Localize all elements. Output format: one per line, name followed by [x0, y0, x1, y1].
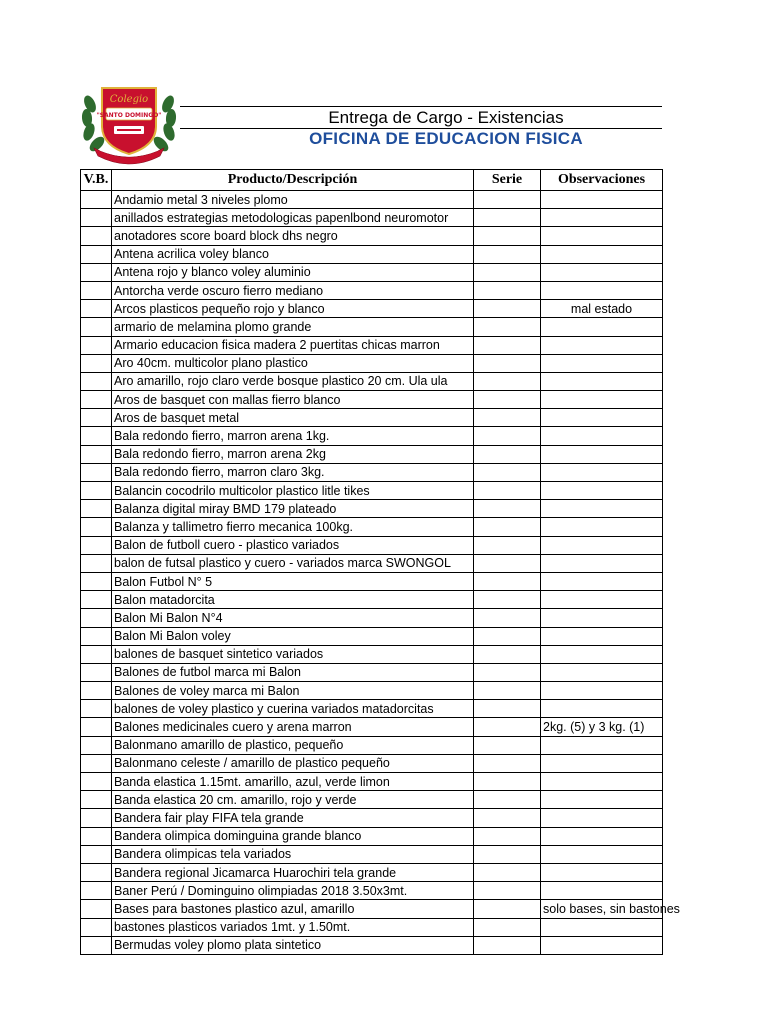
cell-vb: [81, 427, 112, 445]
cell-producto: Bala redondo fierro, marron arena 1kg.: [112, 427, 474, 445]
cell-observaciones: [541, 827, 663, 845]
page-title: Entrega de Cargo - Existencias: [328, 108, 564, 127]
cell-vb: [81, 554, 112, 572]
cell-serie: [474, 682, 541, 700]
cell-observaciones: [541, 572, 663, 590]
cell-serie: [474, 263, 541, 281]
cell-serie: [474, 191, 541, 209]
cell-vb: [81, 845, 112, 863]
cell-serie: [474, 372, 541, 390]
cell-producto: Balon Mi Balon N°4: [112, 609, 474, 627]
cell-serie: [474, 281, 541, 299]
cell-serie: [474, 936, 541, 954]
cell-producto: Balanza digital miray BMD 179 plateado: [112, 500, 474, 518]
cell-producto: anotadores score board block dhs negro: [112, 227, 474, 245]
cell-vb: [81, 718, 112, 736]
cell-vb: [81, 209, 112, 227]
cell-observaciones: [541, 882, 663, 900]
cell-producto: Balon de futboll cuero - plastico variados: [112, 536, 474, 554]
table-row: [81, 700, 663, 718]
cell-vb: [81, 773, 112, 791]
cell-serie: [474, 791, 541, 809]
cell-vb: [81, 409, 112, 427]
cell-serie: [474, 518, 541, 536]
cell-vb: [81, 245, 112, 263]
logo-text-name: "SANTO DOMINGO": [96, 112, 162, 119]
cell-vb: [81, 300, 112, 318]
cell-observaciones: [541, 754, 663, 772]
cell-observaciones: [541, 609, 663, 627]
cell-observaciones: mal estado: [541, 300, 663, 318]
cell-vb: [81, 227, 112, 245]
cell-serie: [474, 318, 541, 336]
column-header-observaciones: Observaciones: [541, 170, 663, 191]
cell-serie: [474, 500, 541, 518]
cell-observaciones: [541, 191, 663, 209]
table-row: [81, 754, 663, 772]
cell-vb: [81, 354, 112, 372]
cell-vb: [81, 572, 112, 590]
cell-serie: [474, 572, 541, 590]
table-row: [81, 663, 663, 681]
cell-vb: [81, 336, 112, 354]
cell-vb: [81, 463, 112, 481]
cell-observaciones: [541, 445, 663, 463]
table-row: [81, 482, 663, 500]
cell-serie: [474, 845, 541, 863]
cell-serie: [474, 863, 541, 881]
cell-vb: [81, 191, 112, 209]
table-row: [81, 845, 663, 863]
cell-vb: [81, 936, 112, 954]
table-row: [81, 718, 663, 736]
cell-serie: [474, 354, 541, 372]
table-body: [81, 191, 680, 955]
table-row: [81, 518, 663, 536]
cell-observaciones: [541, 645, 663, 663]
cell-producto: Baner Perú / Dominguino olimpiadas 2018 3.50x3mt.: [112, 882, 474, 900]
table-row: [81, 227, 663, 245]
cell-producto: Bandera fair play FIFA tela grande: [112, 809, 474, 827]
cell-producto: Banda elastica 20 cm. amarillo, rojo y verde: [112, 791, 474, 809]
cell-serie: [474, 336, 541, 354]
table-row: [81, 609, 663, 627]
cell-observaciones: [541, 318, 663, 336]
cell-observaciones: [541, 263, 663, 281]
cell-serie: [474, 718, 541, 736]
cell-observaciones: [541, 427, 663, 445]
table-row: [81, 500, 663, 518]
cell-vb: [81, 791, 112, 809]
table-row: [81, 427, 663, 445]
cell-observaciones: [541, 591, 663, 609]
cell-serie: [474, 627, 541, 645]
cell-observaciones: [541, 463, 663, 481]
cell-observaciones: [541, 936, 663, 954]
cell-observaciones: [541, 391, 663, 409]
cell-observaciones: [541, 372, 663, 390]
table-row: [81, 463, 663, 481]
cell-serie: [474, 663, 541, 681]
cell-vb: [81, 809, 112, 827]
cell-serie: [474, 645, 541, 663]
table-row: [81, 627, 663, 645]
cell-serie: [474, 882, 541, 900]
table-row: [81, 863, 663, 881]
cell-serie: [474, 391, 541, 409]
table-row: [81, 300, 663, 318]
cell-producto: balon de futsal plastico y cuero - variados marca SWONGOL: [112, 554, 474, 572]
cell-producto: Aros de basquet con mallas fierro blanco: [112, 391, 474, 409]
table-row: [81, 209, 663, 227]
cell-observaciones: [541, 536, 663, 554]
cell-producto: Balancin cocodrilo multicolor plastico litle tikes: [112, 482, 474, 500]
cell-producto: Balon matadorcita: [112, 591, 474, 609]
cell-vb: [81, 263, 112, 281]
cell-observaciones: [541, 482, 663, 500]
cell-producto: Balanza y tallimetro fierro mecanica 100kg.: [112, 518, 474, 536]
table-row: [81, 245, 663, 263]
cell-vb: [81, 500, 112, 518]
cell-serie: [474, 609, 541, 627]
cell-producto: Bala redondo fierro, marron claro 3kg.: [112, 463, 474, 481]
cell-vb: [81, 482, 112, 500]
cell-producto: Andamio metal 3 niveles plomo: [112, 191, 474, 209]
cell-observaciones: [541, 554, 663, 572]
cell-vb: [81, 391, 112, 409]
cell-producto: Balon Mi Balon voley: [112, 627, 474, 645]
table-row: [81, 445, 663, 463]
cell-serie: [474, 227, 541, 245]
cell-vb: [81, 281, 112, 299]
cell-vb: [81, 372, 112, 390]
logo-text-top: Colegio: [109, 94, 149, 105]
title-divider-top: [180, 106, 662, 107]
cell-vb: [81, 736, 112, 754]
table-row: [81, 191, 663, 209]
cell-vb: [81, 827, 112, 845]
table-row: [81, 591, 663, 609]
table-row: [81, 936, 663, 954]
cell-serie: [474, 445, 541, 463]
table-row: [81, 554, 663, 572]
cell-vb: [81, 682, 112, 700]
column-header-serie: Serie: [474, 170, 541, 191]
cell-producto: Balones de voley marca mi Balon: [112, 682, 474, 700]
cell-producto: Bala redondo fierro, marron arena 2kg: [112, 445, 474, 463]
cell-observaciones: [541, 773, 663, 791]
cell-observaciones: [541, 409, 663, 427]
cell-vb: [81, 754, 112, 772]
cell-vb: [81, 627, 112, 645]
cell-vb: [81, 863, 112, 881]
cell-producto: Arcos plasticos pequeño rojo y blanco: [112, 300, 474, 318]
cell-producto: Aros de basquet metal: [112, 409, 474, 427]
cell-observaciones: [541, 663, 663, 681]
cell-observaciones: [541, 500, 663, 518]
cell-producto: Bermudas voley plomo plata sintetico: [112, 936, 474, 954]
cell-producto: Armario educacion fisica madera 2 puertitas chicas marron: [112, 336, 474, 354]
table-row: [81, 263, 663, 281]
cell-observaciones: [541, 354, 663, 372]
table-row: [81, 354, 663, 372]
cell-observaciones: [541, 627, 663, 645]
cell-serie: [474, 754, 541, 772]
table-row: [81, 318, 663, 336]
cell-observaciones: 2kg. (5) y 3 kg. (1): [541, 718, 663, 736]
cell-observaciones: [541, 281, 663, 299]
cell-observaciones: [541, 682, 663, 700]
cell-producto: Balonmano celeste / amarillo de plastico pequeño: [112, 754, 474, 772]
cell-vb: [81, 900, 112, 918]
cell-vb: [81, 918, 112, 936]
cell-producto: Balonmano amarillo de plastico, pequeño: [112, 736, 474, 754]
cell-serie: [474, 427, 541, 445]
table-row: [81, 645, 663, 663]
table-header-row: [81, 170, 663, 191]
cell-vb: [81, 318, 112, 336]
cell-serie: [474, 827, 541, 845]
cell-vb: [81, 645, 112, 663]
cell-observaciones: [541, 845, 663, 863]
page-subtitle: OFICINA DE EDUCACION FISICA: [309, 129, 583, 148]
cell-serie: [474, 700, 541, 718]
cell-producto: Bases para bastones plastico azul, amarillo: [112, 900, 474, 918]
cell-vb: [81, 591, 112, 609]
cell-producto: Bandera olimpicas tela variados: [112, 845, 474, 863]
table-row: [81, 409, 663, 427]
cell-observaciones: [541, 245, 663, 263]
cell-serie: [474, 591, 541, 609]
cell-producto: Balones medicinales cuero y arena marron: [112, 718, 474, 736]
cell-producto: balones de voley plastico y cuerina variados matadorcitas: [112, 700, 474, 718]
cell-vb: [81, 445, 112, 463]
cell-producto: Balones de futbol marca mi Balon: [112, 663, 474, 681]
table-row: [81, 536, 663, 554]
cell-serie: [474, 209, 541, 227]
cell-producto: armario de melamina plomo grande: [112, 318, 474, 336]
cell-observaciones: [541, 227, 663, 245]
cell-observaciones: solo bases, sin bastones: [541, 900, 663, 918]
cell-observaciones: [541, 809, 663, 827]
cell-serie: [474, 463, 541, 481]
cell-producto: Banda elastica 1.15mt. amarillo, azul, verde limon: [112, 773, 474, 791]
table-row: [81, 682, 663, 700]
cell-observaciones: [541, 736, 663, 754]
cell-observaciones: [541, 518, 663, 536]
cell-vb: [81, 663, 112, 681]
table-row: [81, 281, 663, 299]
cell-vb: [81, 518, 112, 536]
cell-producto: Balon Futbol N° 5: [112, 572, 474, 590]
table-row: [81, 336, 663, 354]
cell-serie: [474, 300, 541, 318]
cell-producto: Aro 40cm. multicolor plano plastico: [112, 354, 474, 372]
table-row: [81, 391, 663, 409]
cell-observaciones: [541, 918, 663, 936]
cell-observaciones: [541, 209, 663, 227]
cell-vb: [81, 882, 112, 900]
table-row: [81, 900, 663, 918]
table-row: [81, 773, 663, 791]
cell-observaciones: [541, 700, 663, 718]
cell-observaciones: [541, 791, 663, 809]
cell-producto: anillados estrategias metodologicas papenlbond neuromotor: [112, 209, 474, 227]
cell-serie: [474, 736, 541, 754]
cell-serie: [474, 918, 541, 936]
cell-serie: [474, 409, 541, 427]
cell-producto: bastones plasticos variados 1mt. y 1.50mt.: [112, 918, 474, 936]
cell-vb: [81, 700, 112, 718]
cell-vb: [81, 536, 112, 554]
cell-serie: [474, 773, 541, 791]
column-header-vb: V.B.: [81, 170, 112, 191]
cell-observaciones: [541, 863, 663, 881]
table-row: [81, 918, 663, 936]
cell-producto: Aro amarillo, rojo claro verde bosque plastico 20 cm. Ula ula: [112, 372, 474, 390]
cell-serie: [474, 809, 541, 827]
table-row: [81, 827, 663, 845]
cell-serie: [474, 554, 541, 572]
cell-vb: [81, 609, 112, 627]
table-row: [81, 736, 663, 754]
cell-producto: balones de basquet sintetico variados: [112, 645, 474, 663]
cell-producto: Antorcha verde oscuro fierro mediano: [112, 281, 474, 299]
table-row: [81, 572, 663, 590]
cell-serie: [474, 900, 541, 918]
table-row: [81, 791, 663, 809]
cell-producto: Antena rojo y blanco voley aluminio: [112, 263, 474, 281]
cell-serie: [474, 245, 541, 263]
table-row: [81, 372, 663, 390]
cell-observaciones: [541, 336, 663, 354]
cell-producto: Bandera olimpica dominguina grande blanco: [112, 827, 474, 845]
cell-serie: [474, 482, 541, 500]
table-row: [81, 809, 663, 827]
school-crest-logo: [80, 82, 178, 166]
cell-producto: Bandera regional Jicamarca Huarochiri tela grande: [112, 863, 474, 881]
cell-producto: Antena acrilica voley blanco: [112, 245, 474, 263]
column-header-producto: Producto/Descripción: [112, 170, 474, 191]
table-row: [81, 882, 663, 900]
cell-serie: [474, 536, 541, 554]
inventory-table: [80, 169, 680, 955]
